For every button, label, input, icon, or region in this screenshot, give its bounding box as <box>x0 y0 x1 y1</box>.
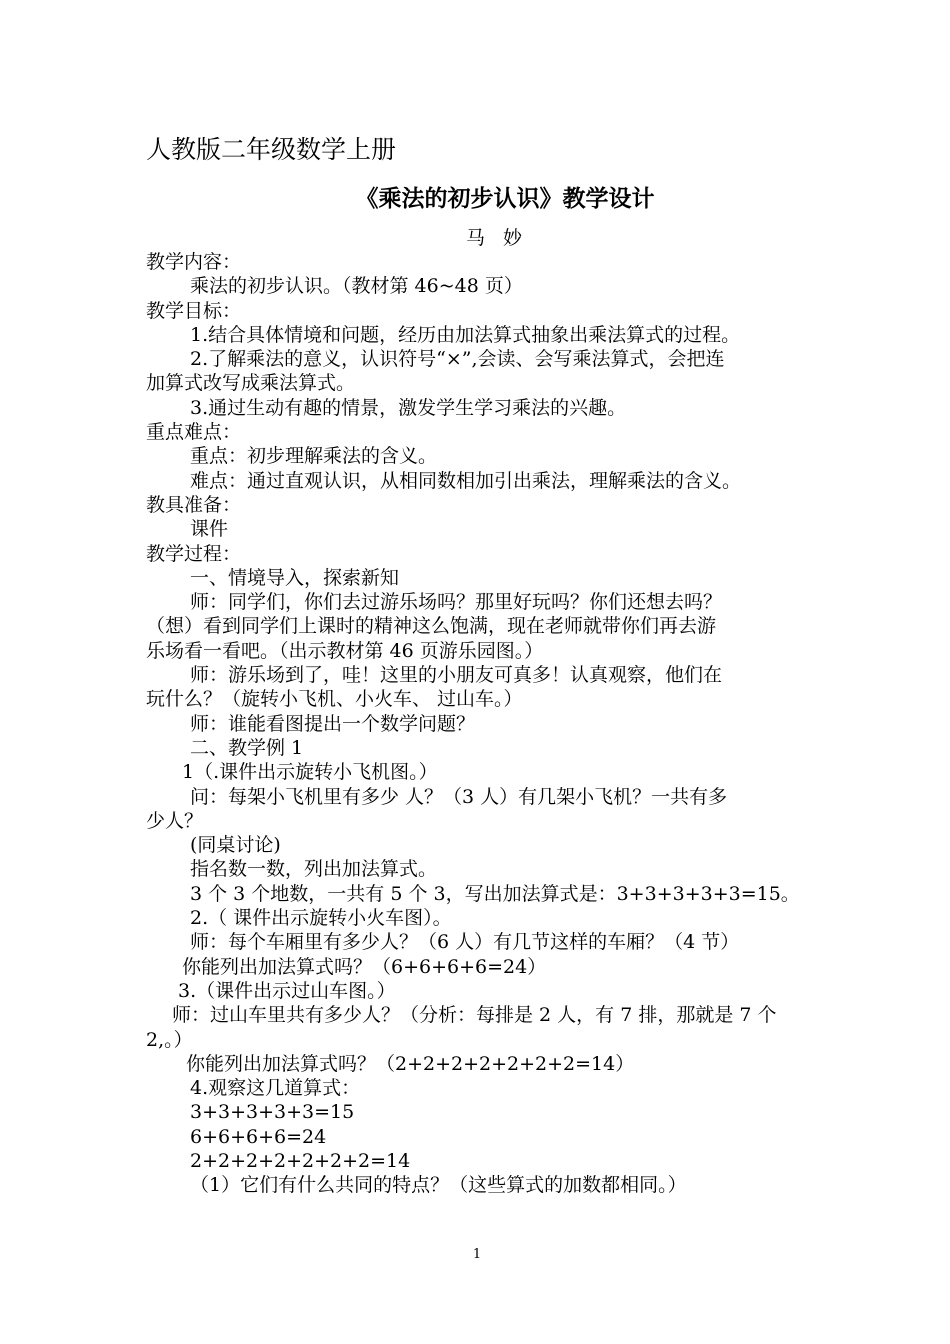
paragraph-line: 一、情境导入，探索新知 <box>190 566 400 589</box>
paragraph-line: 你能列出加法算式吗？（6+6+6+6=24） <box>182 955 547 978</box>
document-body <box>146 250 814 1198</box>
paragraph-line: 少人？ <box>146 809 204 832</box>
section-heading: 教具准备： <box>146 493 242 516</box>
paragraph-line: 3.通过生动有趣的情景，激发学生学习乘法的兴趣。 <box>190 396 627 419</box>
equation-line: 2+2+2+2+2+2+2=14 <box>190 1149 411 1172</box>
paragraph-line: 难点：通过直观认识，从相同数相加引出乘法，理解乘法的含义。 <box>190 469 742 492</box>
paragraph-line: 1（.课件出示旋转小飞机图。） <box>182 761 438 784</box>
paragraph-line: 乐场看一看吧。（出示教材第 46 页游乐园图。） <box>146 639 544 662</box>
paragraph-line: （1）它们有什么共同的特点？（这些算式的加数都相同。） <box>190 1174 687 1197</box>
section-heading: 教学内容： <box>146 251 242 273</box>
section-heading: 重点难点： <box>146 421 242 444</box>
paragraph-line: 指名数一数，列出加法算式。 <box>190 858 438 881</box>
paragraph-line: 你能列出加法算式吗？（2+2+2+2+2+2+2=14） <box>186 1052 635 1075</box>
paragraph-line: 3 个 3 个地数，一共有 5 个 3，写出加法算式是：3+3+3+3+3=15。 <box>190 882 800 905</box>
paragraph-line: 乘法的初步认识。（教材第 46~48 页） <box>190 275 523 298</box>
paragraph-line: 师：同学们，你们去过游乐场吗？那里好玩吗？你们还想去吗？ <box>190 591 723 614</box>
paragraph-line: 师：过山车里共有多少人？（分析：每排是 2 人，有 7 排，那就是 7 个 <box>172 1004 777 1027</box>
section-heading: 教学目标： <box>146 299 242 322</box>
author-name: 马 妙 <box>465 227 529 249</box>
paragraph-line: 师：每个车厢里有多少人？（6 人）有几节这样的车厢？（4 节） <box>190 931 740 954</box>
paragraph-line: 问：每架小飞机里有多少 人？（3 人）有几架小飞机？一共有多 <box>190 785 728 808</box>
paragraph-line: 1.结合具体情境和问题，经历由加法算式抽象出乘法算式的过程。 <box>190 323 741 346</box>
paragraph-line: （想）看到同学们上课时的精神这么饱满，现在老师就带你们再去游 <box>146 615 717 638</box>
page-number: 1 <box>472 1247 482 1262</box>
paragraph-line: 重点：初步理解乘法的含义。 <box>190 445 438 468</box>
paragraph-line: (同桌讨论) <box>190 834 281 857</box>
paragraph-line: 3.（课件出示过山车图。） <box>178 979 396 1002</box>
paragraph-line: 师：游乐场到了，哇！这里的小朋友可真多！认真观察，他们在 <box>190 664 723 687</box>
paragraph-line: 2.（ 课件出示旋转小火车图）。 <box>190 907 452 930</box>
paragraph-line: 二、教学例 1 <box>190 736 304 759</box>
equation-line: 3+3+3+3+3=15 <box>190 1101 355 1124</box>
paragraph-line: 师：谁能看图提出一个数学问题？ <box>190 712 476 735</box>
equation-line: 6+6+6+6=24 <box>190 1125 327 1148</box>
paragraph-line: 加算式改写成乘法算式。 <box>146 372 356 395</box>
paragraph-line: 课件 <box>190 518 229 541</box>
section-heading: 教学过程： <box>146 542 242 565</box>
document-title: 《乘法的初步认识》教学设计 <box>355 185 655 212</box>
paragraph-line: 玩什么？（旋转小飞机、小火车、 过山车。） <box>146 688 523 711</box>
paragraph-line: 2,。） <box>146 1028 193 1051</box>
paragraph-line: 2.了解乘法的意义，认识符号“×”,会读、会写乘法算式，会把连 <box>190 348 725 371</box>
document-header: 人教版二年级数学上册 <box>146 135 397 164</box>
paragraph-line: 4.观察这几道算式： <box>190 1077 361 1100</box>
